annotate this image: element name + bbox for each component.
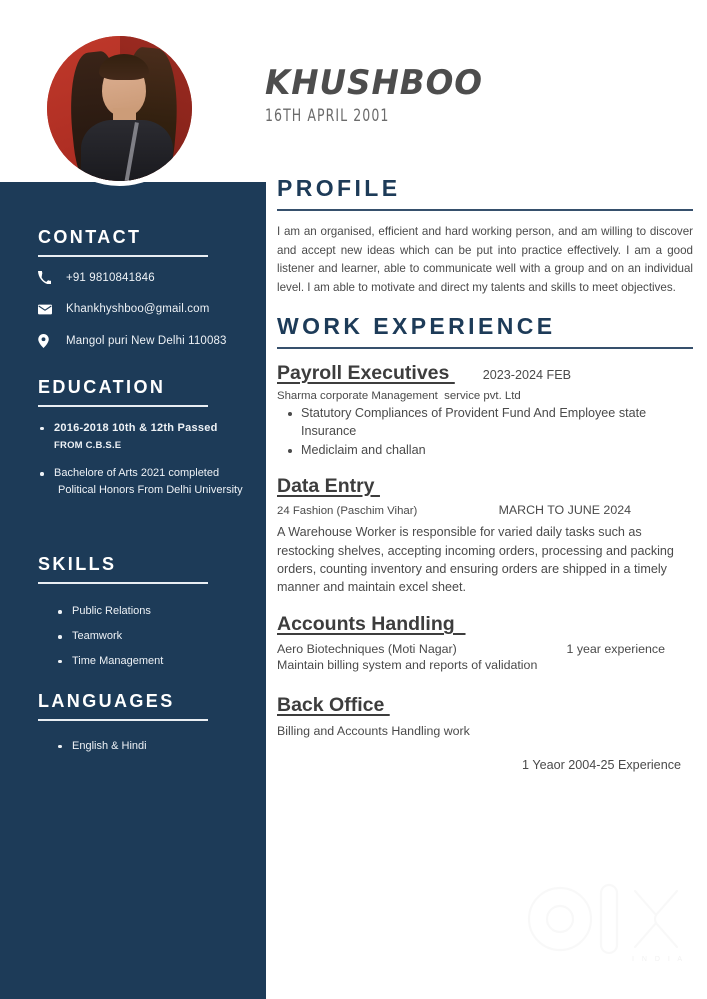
language-item: English & Hindi bbox=[56, 739, 254, 755]
name-block bbox=[265, 63, 492, 126]
main-content bbox=[277, 176, 693, 772]
skills-heading-rule bbox=[38, 582, 208, 584]
education-heading-rule bbox=[38, 405, 208, 407]
education-item-line2: Political Honors From Delhi University bbox=[58, 484, 243, 497]
job-entry bbox=[277, 474, 693, 596]
contact-email-value: Khankhyshboo@gmail.com bbox=[66, 303, 210, 316]
job-title: Payroll Executives bbox=[277, 361, 455, 384]
candidate-dob: 16TH APRIL 2001 bbox=[265, 106, 390, 126]
contact-heading-rule bbox=[38, 255, 208, 257]
job-company-row bbox=[277, 390, 693, 402]
contact-email-row[interactable] bbox=[38, 302, 254, 316]
job-company-row bbox=[277, 724, 693, 738]
job-title: Back Office bbox=[277, 693, 390, 716]
job-company: Billing and Accounts Handling work bbox=[277, 724, 470, 739]
languages-list bbox=[38, 735, 254, 755]
location-pin-icon bbox=[38, 334, 58, 348]
contact-phone-row[interactable] bbox=[38, 271, 254, 285]
contact-section bbox=[38, 182, 254, 348]
education-heading: EDUCATION bbox=[38, 376, 166, 397]
candidate-name: KHUSHBOO bbox=[265, 63, 483, 103]
work-experience-heading: WORK EXPERIENCE bbox=[277, 313, 556, 340]
profile-section bbox=[277, 176, 693, 298]
job-company-row bbox=[277, 642, 693, 656]
olx-watermark bbox=[523, 875, 693, 967]
education-item-line2: FROM C.B.S.E bbox=[54, 439, 122, 451]
education-section bbox=[38, 378, 254, 499]
phone-icon bbox=[38, 271, 58, 284]
education-item bbox=[38, 421, 254, 453]
education-list bbox=[38, 421, 254, 500]
sidebar bbox=[0, 182, 266, 999]
job-title-row bbox=[277, 612, 693, 636]
education-item-line1: 2016-2018 10th & 12th Passed bbox=[54, 421, 218, 434]
job-date: MARCH TO JUNE 2024 bbox=[498, 503, 631, 518]
work-experience-section bbox=[277, 314, 693, 772]
contact-heading: CONTACT bbox=[38, 227, 142, 247]
skill-item: Public Relations bbox=[56, 604, 254, 620]
job-bullet: Mediclaim and challan bbox=[277, 442, 693, 460]
profile-heading-rule bbox=[277, 209, 693, 211]
job-line: Maintain billing system and reports of validation bbox=[277, 657, 538, 672]
skill-item: Teamwork bbox=[56, 629, 254, 645]
job-bullet-list bbox=[277, 405, 693, 460]
job-bullet: Statutory Compliances of Provident Fund And Employee state Insurance bbox=[277, 405, 693, 441]
job-description: A Warehouse Worker is responsible for varied daily tasks such as restocking shelves, accepting incoming orders, processing and packing orders, counting inventory and ensuring orders are shipped in a timely manner and maintain excel sheet. bbox=[277, 525, 674, 595]
languages-section bbox=[38, 692, 254, 755]
contact-phone-value: +91 9810841846 bbox=[66, 271, 155, 284]
job-title-row bbox=[277, 474, 693, 498]
profile-photo bbox=[47, 36, 192, 181]
olx-watermark-caption: I N D I A bbox=[631, 956, 685, 963]
contact-address-row[interactable] bbox=[38, 334, 254, 348]
profile-heading: PROFILE bbox=[277, 175, 401, 201]
job-experience: 1 year experience bbox=[566, 641, 665, 656]
job-title: Accounts Handling bbox=[277, 613, 466, 636]
job-title: Data Entry bbox=[277, 474, 380, 497]
job-entry bbox=[277, 361, 693, 460]
job-title-row bbox=[277, 693, 693, 717]
skills-list bbox=[38, 598, 254, 670]
job-company: 24 Fashion (Paschim Vihar) bbox=[277, 505, 418, 518]
education-item-line1: Bachelore of Arts 2021 completed bbox=[54, 467, 220, 480]
languages-heading-rule bbox=[38, 719, 208, 721]
contact-address-value: Mangol puri New Delhi 110083 bbox=[66, 334, 227, 347]
job-entry bbox=[277, 612, 693, 674]
job-company-row bbox=[277, 503, 693, 517]
job-company: Aero Biotechniques (Moti Nagar) bbox=[277, 641, 457, 656]
job-title-row bbox=[277, 361, 693, 385]
job-date: 2023-2024 FEB bbox=[482, 367, 571, 382]
job-company: Sharma corporate Management service pvt. Ltd bbox=[277, 390, 521, 403]
languages-heading: LANGUAGES bbox=[38, 690, 175, 711]
skill-item: Time Management bbox=[56, 654, 254, 670]
skills-section bbox=[38, 555, 254, 670]
skills-heading: SKILLS bbox=[38, 554, 117, 575]
work-experience-heading-rule bbox=[277, 347, 693, 349]
olx-logo-icon bbox=[529, 885, 677, 953]
education-item bbox=[38, 466, 254, 499]
envelope-icon bbox=[38, 304, 58, 315]
profile-text: I am an organised, efficient and hard working person, and am willing to discover and accept new ideas which can be put into practice effectively. I am a good listener and learner, able to communicate well with a group and on an individual level. I am able to motivate and direct my talents and skills to meet objectives. bbox=[277, 224, 693, 295]
job-entry bbox=[277, 693, 693, 738]
closing-note: 1 Yeaor 2004-25 Experience bbox=[522, 758, 681, 773]
avatar bbox=[42, 31, 197, 186]
